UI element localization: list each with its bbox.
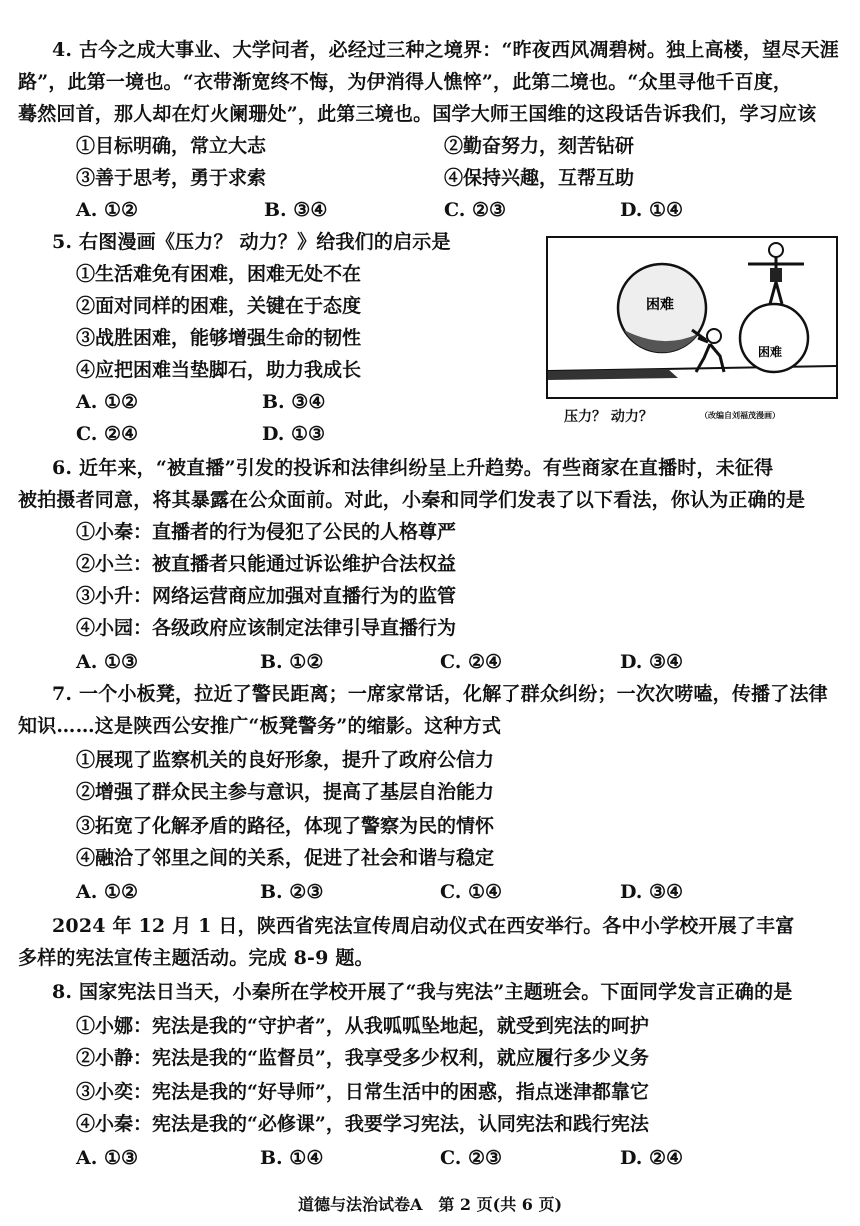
q7-choice-b: B. ②③ bbox=[260, 881, 324, 903]
q6-choice-d: D. ③④ bbox=[620, 651, 684, 673]
comic-illustration bbox=[546, 236, 838, 399]
q6-choice-a: A. ①③ bbox=[76, 651, 139, 673]
intro-line-1: 2024 年 12 月 1 日，陕西省宪法宣传周启动仪式在西安举行。各中小学校开展了丰富 bbox=[52, 915, 795, 937]
q7-item-2: ②增强了群众民主参与意识，提高了基层自治能力 bbox=[76, 781, 495, 803]
q6-stem-line-1: 6. 近年来，“被直播”引发的投诉和法律纠纷呈上升趋势。有些商家在直播时，未征得 bbox=[52, 457, 774, 479]
comic-caption: 压力？ 动力？ bbox=[564, 409, 653, 425]
comic-source: （改编自刘福茂漫画） bbox=[700, 410, 780, 420]
q5-item-4: ④应把困难当垫脚石，助力我成长 bbox=[76, 359, 362, 381]
q6-item-4: ④小园：各级政府应该制定法律引导直播行为 bbox=[76, 617, 457, 639]
q4-stem-line-2: 路”，此第一境也。“衣带渐宽终不悔，为伊消得人憔悴”，此第二境也。“众里寻他千百度， bbox=[18, 71, 793, 93]
q4-stem-line-1: 4. 古今之成大事业、大学问者，必经过三种之境界：“昨夜西风凋碧树。独上高楼，望尽天涯 bbox=[52, 39, 839, 61]
page-footer: 道德与法治试卷A 第 2 页(共 6 页) bbox=[297, 1195, 563, 1214]
q4-item-4: ④保持兴趣，互帮互助 bbox=[444, 167, 635, 189]
q8-choice-a: A. ①③ bbox=[76, 1147, 139, 1169]
q7-choice-a: A. ①② bbox=[76, 881, 139, 903]
q7-choice-d: D. ③④ bbox=[620, 881, 684, 903]
q6-item-1: ①小秦：直播者的行为侵犯了公民的人格尊严 bbox=[76, 521, 457, 543]
pushing-figure-head bbox=[707, 329, 721, 343]
standing-figure-head bbox=[769, 243, 783, 257]
q4-choice-a: A. ①② bbox=[76, 199, 139, 221]
intro-line-2: 多样的宪法宣传主题活动。完成 8-9 题。 bbox=[18, 947, 374, 969]
q8-choice-d: D. ②④ bbox=[620, 1147, 684, 1169]
left-ball-label: 困难 bbox=[646, 297, 674, 313]
q6-choice-c: C. ②④ bbox=[440, 651, 503, 673]
q5-choice-b: B. ③④ bbox=[262, 391, 326, 413]
q8-item-3: ③小奕：宪法是我的“好导师”，日常生活中的困惑，指点迷津都靠它 bbox=[76, 1081, 649, 1103]
q8-choice-b: B. ①④ bbox=[260, 1147, 324, 1169]
q7-item-3: ③拓宽了化解矛盾的路径，体现了警察为民的情怀 bbox=[76, 815, 495, 837]
q7-stem-line-1: 7. 一个小板凳，拉近了警民距离；一席家常话，化解了群众纠纷；一次次唠嗑，传播了法律 bbox=[52, 683, 828, 705]
q7-item-1: ①展现了监察机关的良好形象，提升了政府公信力 bbox=[76, 749, 495, 771]
q4-item-1: ①目标明确，常立大志 bbox=[76, 135, 267, 157]
q6-choice-b: B. ①② bbox=[260, 651, 324, 673]
q5-item-1: ①生活难免有困难，困难无处不在 bbox=[76, 263, 362, 285]
q8-item-1: ①小娜：宪法是我的“守护者”，从我呱呱坠地起，就受到宪法的呵护 bbox=[76, 1015, 649, 1037]
q7-stem-line-2: 知识……这是陕西公安推广“板凳警务”的缩影。这种方式 bbox=[18, 715, 502, 737]
q6-stem-line-2: 被拍摄者同意，将其暴露在公众面前。对此，小秦和同学们发表了以下看法，你认为正确的是 bbox=[18, 489, 806, 511]
q5-choice-a: A. ①② bbox=[76, 391, 139, 413]
q4-item-2: ②勤奋努力，刻苦钻研 bbox=[444, 135, 635, 157]
q5-choice-d: D. ①③ bbox=[262, 423, 326, 445]
q8-choice-c: C. ②③ bbox=[440, 1147, 503, 1169]
q8-stem: 8. 国家宪法日当天，小秦所在学校开展了“我与宪法”主题班会。下面同学发言正确的是 bbox=[52, 981, 793, 1003]
q7-item-4: ④融洽了邻里之间的关系，促进了社会和谐与稳定 bbox=[76, 847, 495, 869]
right-ball-label: 困难 bbox=[758, 345, 783, 359]
q4-choice-b: B. ③④ bbox=[264, 199, 328, 221]
q6-item-2: ②小兰：被直播者只能通过诉讼维护合法权益 bbox=[76, 553, 457, 575]
q4-choice-d: D. ①④ bbox=[620, 199, 684, 221]
q4-item-3: ③善于思考，勇于求索 bbox=[76, 167, 267, 189]
q4-stem-line-3: 蓦然回首，那人却在灯火阑珊处”，此第三境也。国学大师王国维的这段话告诉我们，学习应该 bbox=[18, 103, 817, 125]
q8-item-4: ④小秦：宪法是我的“必修课”，我要学习宪法，认同宪法和践行宪法 bbox=[76, 1113, 649, 1135]
q5-item-3: ③战胜困难，能够增强生命的韧性 bbox=[76, 327, 362, 349]
q5-item-2: ②面对同样的困难，关键在于态度 bbox=[76, 295, 362, 317]
right-ball-shape bbox=[740, 304, 808, 372]
q5-choice-c: C. ②④ bbox=[76, 423, 139, 445]
q8-item-2: ②小静：宪法是我的“监督员”，我享受多少权利，就应履行多少义务 bbox=[76, 1047, 649, 1069]
q6-item-3: ③小升：网络运营商应加强对直播行为的监管 bbox=[76, 585, 457, 607]
q7-choice-c: C. ①④ bbox=[440, 881, 503, 903]
q4-choice-c: C. ②③ bbox=[444, 199, 507, 221]
q5-stem: 5. 右图漫画《压力？ 动力？》给我们的启示是 bbox=[52, 231, 451, 253]
comic-drawing bbox=[548, 238, 836, 397]
